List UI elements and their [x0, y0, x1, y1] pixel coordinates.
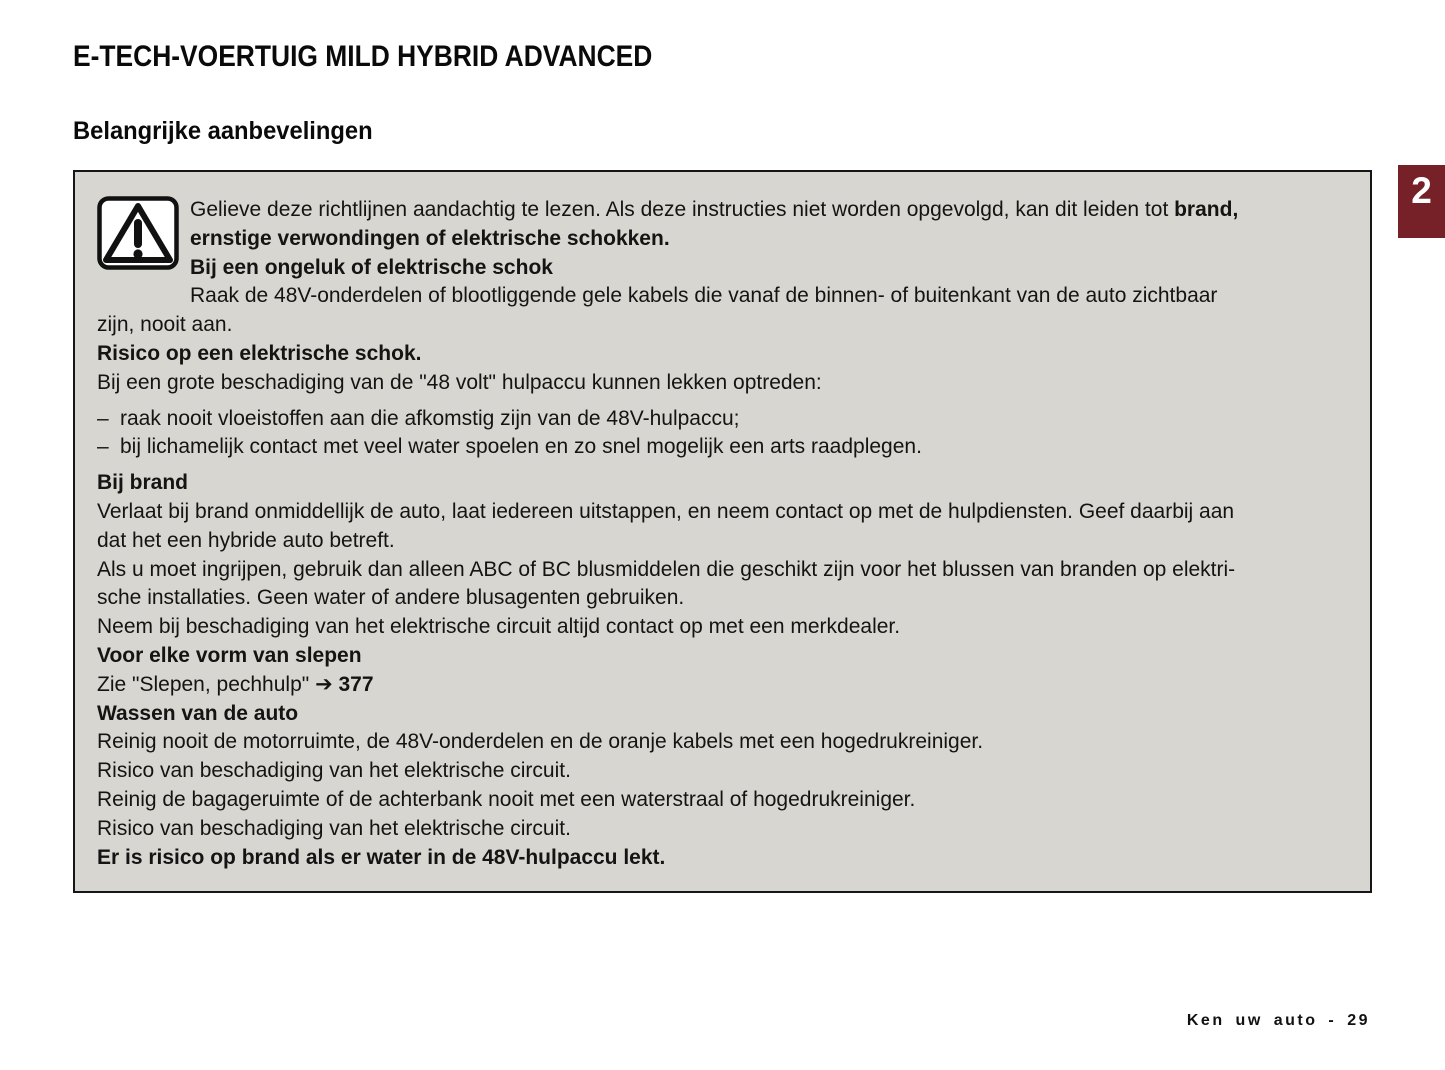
warning-text-line	[97, 613, 1348, 642]
text-segment: Reinig de bagageruimte of de achterbank nooit met een waterstraal of hogedrukreiniger.	[97, 787, 916, 811]
text-segment: Risico van beschadiging van het elektrische circuit.	[97, 816, 571, 840]
page-footer: Ken uw auto - 29	[1186, 1012, 1370, 1029]
warning-text-line	[97, 433, 1348, 462]
warning-text-line	[97, 311, 1348, 340]
warning-text-line	[97, 340, 1348, 369]
warning-text-line	[97, 844, 1348, 873]
warning-text-line	[190, 254, 1348, 283]
text-segment: Gelieve deze richtlijnen aandachtig te lezen. Als deze instructies niet worden opgevolgd, kan dit leiden tot	[190, 198, 1175, 221]
chapter-tab[interactable]: 2	[1398, 165, 1445, 238]
warning-text-line	[97, 556, 1348, 585]
warning-intro-row	[97, 196, 1348, 311]
text-segment: Wassen van de auto	[97, 701, 299, 725]
warning-text-line	[97, 405, 1348, 434]
warning-text-line	[97, 671, 1348, 700]
text-segment: brand,	[1174, 198, 1239, 221]
warning-text-line	[97, 786, 1348, 815]
text-segment: Risico van beschadiging van het elektrische circuit.	[97, 759, 571, 783]
text-segment: Voor elke vorm van slepen	[97, 643, 362, 667]
text-segment: Verlaat bij brand onmiddellijk de auto, laat iedereen uitstappen, en neem contact op met de hulpdiensten. Geef daarbij aan	[97, 499, 1235, 523]
warning-triangle-icon	[97, 196, 179, 270]
warning-box	[73, 170, 1372, 893]
warning-text-line	[97, 815, 1348, 844]
warning-text-line	[97, 728, 1348, 757]
warning-text-line	[97, 700, 1348, 729]
text-segment: Zie "Slepen, pechhulp"	[97, 672, 316, 696]
text-segment: sche installaties. Geen water of andere blusagenten gebruiken.	[97, 586, 685, 610]
text-segment: bij lichamelijk contact met veel water spoelen en zo snel mogelijk een arts raadplegen.	[120, 435, 922, 459]
text-segment: Reinig nooit de motorruimte, de 48V-onderdelen en de oranje kabels met een hogedrukreiniger.	[97, 730, 984, 754]
text-segment: Bij een grote beschadiging van de "48 volt" hulpaccu kunnen lekken optreden:	[97, 370, 822, 394]
text-segment: Bij brand	[97, 471, 189, 495]
text-segment: Als u moet ingrijpen, gebruik dan alleen ABC of BC blusmiddelen die geschikt zijn voor het blussen van branden op elektri-	[97, 557, 1236, 581]
warning-text-line	[97, 469, 1348, 498]
warning-text-line	[97, 642, 1348, 671]
list-dash: –	[97, 435, 109, 459]
page-reference-link[interactable]: ➔ 377	[315, 672, 374, 696]
warning-body	[97, 311, 1348, 872]
warning-text-line	[97, 757, 1348, 786]
text-segment: Neem bij beschadiging van het elektrische circuit altijd contact op met een merkdealer.	[97, 615, 901, 639]
section-subtitle: Belangrijke aanbevelingen	[73, 117, 373, 145]
text-segment: raak nooit vloeistoffen aan die afkomstig zijn van de 48V-hulpaccu;	[120, 406, 740, 430]
text-segment: zijn, nooit aan.	[97, 313, 233, 337]
text-segment: Bij een ongeluk of elektrische schok	[190, 255, 553, 279]
page-title: E-TECH-VOERTUIG MILD HYBRID ADVANCED	[73, 40, 653, 73]
warning-text-line	[190, 196, 1348, 225]
warning-text-line	[97, 369, 1348, 398]
text-segment: ernstige verwondingen of elektrische schokken.	[190, 226, 670, 250]
warning-intro-lines	[190, 196, 1348, 311]
warning-text-line	[97, 498, 1348, 527]
list-dash: –	[97, 406, 109, 430]
text-segment: Risico op een elektrische schok.	[97, 341, 422, 365]
warning-text-line	[97, 527, 1348, 556]
text-segment: Er is risico op brand als er water in de 48V-hulpaccu lekt.	[97, 845, 666, 869]
text-segment: Raak de 48V-onderdelen of blootliggende gele kabels die vanaf de binnen- of buitenkant van de auto zichtbaar	[190, 284, 1218, 308]
warning-text-line	[190, 282, 1348, 311]
text-segment: dat het een hybride auto betreft.	[97, 528, 395, 552]
warning-text-line	[97, 584, 1348, 613]
warning-text-line	[190, 225, 1348, 254]
